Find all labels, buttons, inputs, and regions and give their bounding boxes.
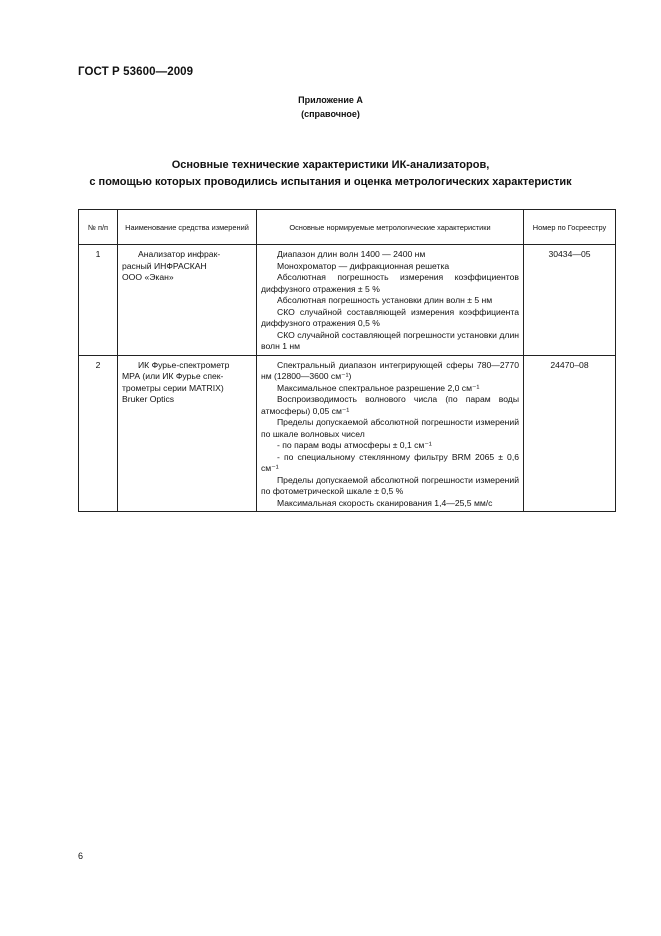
row-instrument-name — [118, 355, 257, 512]
characteristic-item: - по специальному стеклянному фильтру BRM 2065 ± 0,6 см⁻¹ — [261, 451, 519, 473]
header-num: № п/п — [79, 210, 118, 245]
characteristic-item: Максимальное спектральное разрешение 2,0 см⁻¹ — [277, 382, 480, 393]
header-chars: Основные нормируемые метрологические характеристики — [257, 210, 524, 245]
characteristic-item: Абсолютная погрешность измерения коэффициентов диффузного отражения ± 5 % — [261, 272, 519, 294]
appendix-note: (справочное) — [301, 109, 360, 119]
row-registry-number: 30434—05 — [524, 245, 616, 356]
name-line: расный ИНФРАСКАН — [122, 260, 207, 271]
name-line: ИК Фурье-спектрометр — [138, 359, 230, 370]
name-line: трометры серии MATRIX) — [122, 382, 224, 393]
characteristic-item: - по парам воды атмосферы ± 0,1 см⁻¹ — [277, 440, 432, 450]
name-line: Анализатор инфрак- — [138, 249, 221, 259]
characteristic-item: Монохроматор — дифракционная решетка — [277, 260, 450, 271]
characteristic-item: Абсолютная погрешность установки длин волн ± 5 нм — [277, 295, 493, 305]
header-name: Наименование средства измерений — [118, 210, 257, 245]
row-instrument-name — [118, 245, 257, 356]
page-number: 6 — [78, 851, 84, 861]
table-row — [79, 245, 616, 356]
characteristic-item: СКО случайной составляющей погрешности установки длин волн 1 нм — [261, 329, 519, 351]
header-registry: Номер по Госреестру — [524, 210, 616, 245]
characteristic-item: Спектральный диапазон интегрирующей сферы 780—2770 нм (12800—3600 см⁻¹) — [261, 359, 519, 381]
characteristic-item: Воспроизводимость волнового числа (по парам воды атмосферы) 0,05 см⁻¹ — [261, 394, 519, 416]
name-line: МРА (или ИК Фурье спек- — [122, 371, 224, 381]
section-title-line-1: Основные технические характеристики ИК-анализаторов, — [171, 159, 490, 171]
name-line: Bruker Optics — [122, 394, 175, 404]
characteristic-item: Пределы допускаемой абсолютной погрешности измерений по фотометрической шкале ± 0,5 % — [261, 474, 519, 496]
document-code: ГОСТ Р 53600—2009 — [78, 66, 194, 78]
row-registry-number: 24470–08 — [524, 355, 616, 512]
table-header-row — [79, 210, 616, 245]
row-characteristics — [257, 355, 524, 512]
characteristic-item: СКО случайной составляющей измерения коэффициента диффузного отражения 0,5 % — [261, 306, 519, 328]
specs-table — [78, 209, 616, 512]
row-num: 2 — [79, 355, 118, 512]
appendix-title: Приложение А — [298, 95, 363, 105]
section-title-line-2: с помощью которых проводились испытания и оценка метрологических характеристик — [89, 176, 572, 188]
characteristic-item: Пределы допускаемой абсолютной погрешности измерений по шкале волновых чисел — [261, 417, 519, 439]
characteristic-item: Максимальная скорость сканирования 1,4—25,5 мм/с — [277, 497, 493, 508]
section-title — [40, 157, 621, 191]
characteristic-item: Диапазон длин волн 1400 — 2400 нм — [277, 249, 426, 259]
table-row — [79, 355, 616, 512]
name-line: ООО «Экан» — [122, 272, 174, 282]
row-characteristics — [257, 245, 524, 356]
row-num: 1 — [79, 245, 118, 356]
